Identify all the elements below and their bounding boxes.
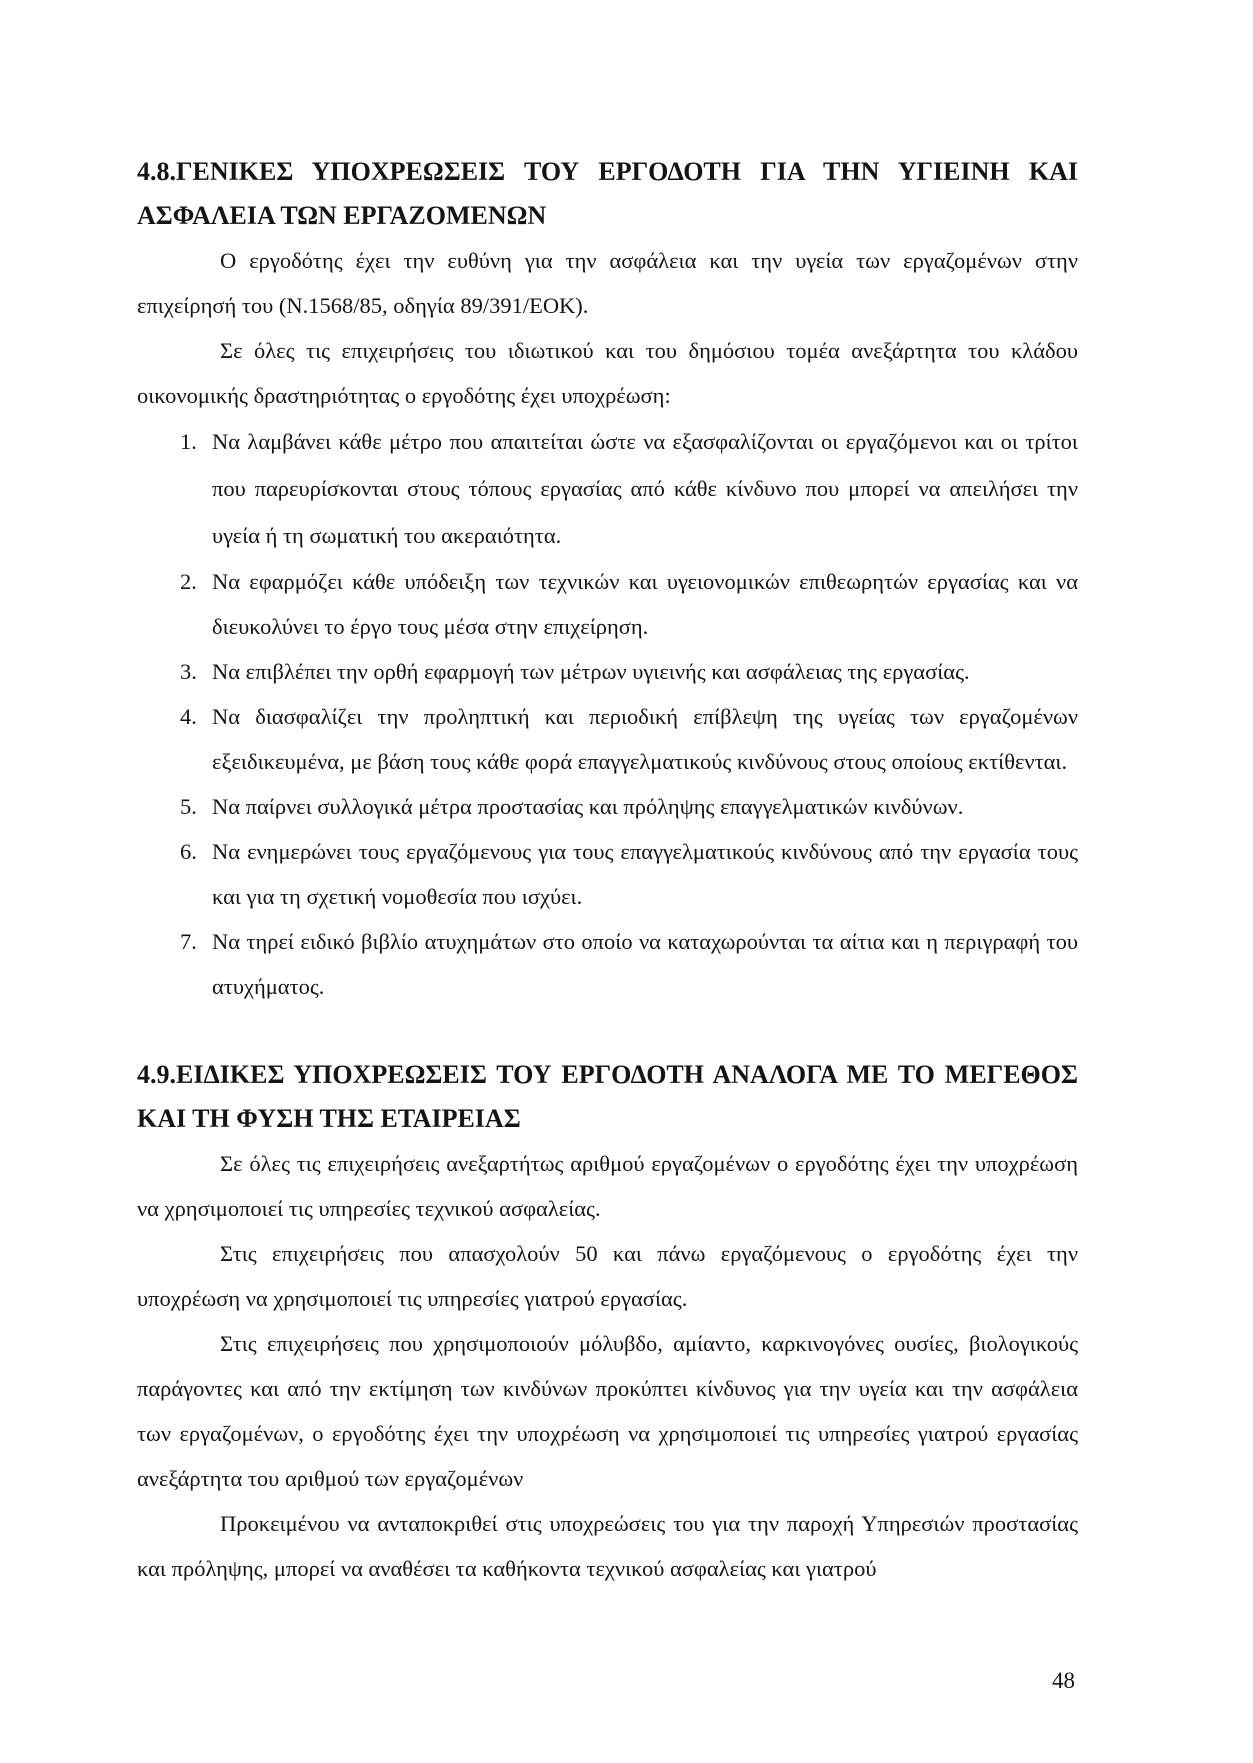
- list-item-text: Να τηρεί ειδικό βιβλίο ατυχημάτων στο οποίο να καταχωρούνται τα αίτια και η περιγραφή του ατυχήματος.: [212, 929, 1078, 999]
- list-item: [137, 829, 1078, 919]
- list-item: [137, 919, 1078, 1009]
- section-heading: 4.8.ΓΕΝΙΚΕΣ ΥΠΟΧΡΕΩΣΕΙΣ ΤΟΥ ΕΡΓΟΔΟΤΗ ΓΙΑ ΤΗΝ ΥΓΙΕΙΝΗ ΚΑΙ ΑΣΦΑΛΕΙΑ ΤΩΝ ΕΡΓΑΖΟΜΕΝΩΝ: [137, 157, 1078, 230]
- page-number: 48: [1052, 1668, 1075, 1693]
- list-item-text: Να επιβλέπει την ορθή εφαρμογή των μέτρων υγιεινής και ασφάλειας της εργασίας.: [212, 659, 970, 684]
- section-4-9: [137, 1053, 1078, 1591]
- list-item: [137, 694, 1078, 784]
- paragraph: Προκειμένου να ανταποκριθεί στις υποχρεώσεις του για την παροχή Υπηρεσιών προστασίας και πρόληψης, μπορεί να αναθέσει τα καθήκοντα τεχνικού ασφαλείας και γιατρού: [137, 1511, 1078, 1581]
- list-item-text: Να παίρνει συλλογικά μέτρα προστασίας και πρόληψης επαγγελματικών κινδύνων.: [212, 794, 964, 819]
- paragraph: Ο εργοδότης έχει την ευθύνη για την ασφάλεια και την υγεία των εργαζομένων στην επιχείρησή του (Ν.1568/85, οδηγία 89/391/ΕΟΚ).: [137, 248, 1078, 318]
- paragraph: Σε όλες τις επιχειρήσεις ανεξαρτήτως αριθμού εργαζομένων ο εργοδότης έχει την υποχρέωση να χρησιμοποιεί τις υπηρεσίες τεχνικού ασφαλείας.: [137, 1151, 1078, 1221]
- obligations-list: [137, 418, 1078, 1009]
- list-item-number: 6.: [180, 839, 197, 864]
- list-item-number: 2.: [180, 569, 197, 594]
- list-item-text: Να ενημερώνει τους εργαζόμενους για τους επαγγελματικούς κινδύνους από την εργασία τους και για τη σχετική νομοθεσία που ισχύει.: [212, 839, 1078, 909]
- list-item: [137, 559, 1078, 649]
- list-item-number: 5.: [180, 794, 197, 819]
- list-item-number: 4.: [180, 704, 197, 729]
- list-item-number: 3.: [180, 659, 197, 684]
- list-item: [137, 418, 1078, 559]
- list-item-text: Να εφαρμόζει κάθε υπόδειξη των τεχνικών και υγειονομικών επιθεωρητών εργασίας και να διευκολύνει το έργο τους μέσα στην επιχείρηση.: [212, 569, 1078, 639]
- section-heading: 4.9.ΕΙΔΙΚΕΣ ΥΠΟΧΡΕΩΣΕΙΣ ΤΟΥ ΕΡΓΟΔΟΤΗ ΑΝΑΛΟΓΑ ΜΕ ΤΟ ΜΕΓΕΘΟΣ ΚΑΙ ΤΗ ΦΥΣΗ ΤΗΣ ΕΤΑΙΡΕΙΑΣ: [137, 1060, 1078, 1133]
- paragraph: Στις επιχειρήσεις που χρησιμοποιούν μόλυβδο, αμίαντο, καρκινογόνες ουσίες, βιολογικούς παράγοντες και από την εκτίμηση των κινδύνων προκύπτει κίνδυνος για την υγεία και την ασφάλεια των εργαζομένων, ο εργοδότης έχει την υποχρέωση να χρησιμοποιεί τις υπηρεσίες γιατρού εργασίας ανεξάρτητα του αριθμού των εργαζομένων: [137, 1331, 1078, 1491]
- paragraph: Σε όλες τις επιχειρήσεις του ιδιωτικού και του δημόσιου τομέα ανεξάρτητα του κλάδου οικονομικής δραστηριότητας ο εργοδότης έχει υποχρέωση:: [137, 338, 1078, 408]
- list-item: [137, 784, 1078, 829]
- section-spacer: [137, 1009, 1078, 1053]
- document-page: [137, 150, 1078, 1591]
- paragraph: Στις επιχειρήσεις που απασχολούν 50 και πάνω εργαζόμενους ο εργοδότης έχει την υποχρέωση να χρησιμοποιεί τις υπηρεσίες γιατρού εργασίας.: [137, 1241, 1078, 1311]
- list-item-text: Να λαμβάνει κάθε μέτρο που απαιτείται ώστε να εξασφαλίζονται οι εργαζόμενοι και οι τρίτοι που παρευρίσκονται στους τόπους εργασίας από κάθε κίνδυνο που μπορεί να απειλήσει την υγεία ή τη σωματική του ακεραιότητα.: [212, 429, 1078, 548]
- list-item-text: Να διασφαλίζει την προληπτική και περιοδική επίβλεψη της υγείας των εργαζομένων εξειδικευμένα, με βάση τους κάθε φορά επαγγελματικούς κινδύνους στους οποίους εκτίθενται.: [212, 704, 1078, 774]
- section-4-8: [137, 150, 1078, 1009]
- list-item-number: 1.: [180, 429, 197, 454]
- list-item-number: 7.: [180, 929, 197, 954]
- list-item: [137, 649, 1078, 694]
